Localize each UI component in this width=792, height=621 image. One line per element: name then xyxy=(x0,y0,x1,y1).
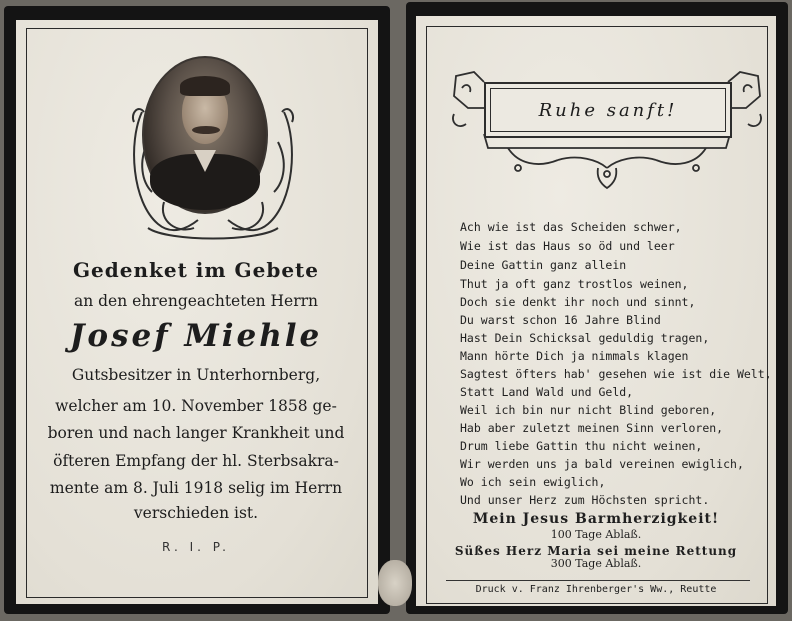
rip-text: R. I. P. xyxy=(162,540,230,554)
poem-line: Mann hörte Dich ja nimmals klagen xyxy=(460,349,689,363)
prayer-maria: Süßes Herz Maria sei meine Rettung xyxy=(454,544,738,558)
poem-line: Wir werden uns ja bald vereinen ewiglich, xyxy=(460,457,744,471)
body-line: boren und nach langer Krankheit und xyxy=(47,424,345,442)
poem-line: Deine Gattin ganz allein xyxy=(460,258,627,272)
prayer-jesus: Mein Jesus Barmherzigkeit! xyxy=(472,511,720,527)
poem-line: Sagtest öfters hab' gesehen wie ist die Welt, xyxy=(460,367,772,381)
banner-text: Ruhe sanft! xyxy=(538,100,678,121)
poem-line: Drum liebe Gattin thu nicht weinen, xyxy=(460,439,703,453)
poem-line: Wie ist das Haus so öd und leer xyxy=(460,239,675,253)
heading: Gedenket im Gebete xyxy=(72,258,320,282)
poem-line: Du warst schon 16 Jahre Blind xyxy=(460,313,661,327)
body-line: mente am 8. Juli 1918 selig im Herrn xyxy=(49,479,343,497)
poem-line: Hab aber zuletzt meinen Sinn verloren, xyxy=(460,421,724,435)
body-line: öfteren Empfang der hl. Sterbsakra- xyxy=(53,452,339,470)
poem-line: Thut ja oft ganz trostlos weinen, xyxy=(460,277,689,291)
printer-credit: Druck v. Franz Ihrenberger's Ww., Reutte xyxy=(475,584,717,595)
body-line: verschieden ist. xyxy=(133,504,259,522)
body-line: Gutsbesitzer in Unterhornberg, xyxy=(71,366,321,384)
subheading: an den ehrengeachteten Herrn xyxy=(73,292,319,310)
paper-damage xyxy=(378,560,412,606)
portrait-frame xyxy=(128,52,298,242)
indulgence-100: 100 Tage Ablaß. xyxy=(550,528,642,541)
poem-line: Ach wie ist das Scheiden schwer, xyxy=(460,220,682,234)
portrait-photo xyxy=(142,56,268,214)
deceased-name: Josef Miehle xyxy=(69,318,323,354)
banner-box xyxy=(484,82,732,138)
portrait-mustache xyxy=(192,126,220,134)
body-line: welcher am 10. November 1858 ge- xyxy=(55,397,337,415)
banner-ornament xyxy=(448,68,766,194)
printer-divider xyxy=(446,580,750,581)
poem-line: Statt Land Wald und Geld, xyxy=(460,385,634,399)
poem-line: Wo ich sein ewiglich, xyxy=(460,475,606,489)
poem-line: Doch sie denkt ihr noch und sinnt, xyxy=(460,295,696,309)
indulgence-300: 300 Tage Ablaß. xyxy=(550,557,642,570)
poem-line: Weil ich bin nur nicht Blind geboren, xyxy=(460,403,717,417)
poem-line: Hast Dein Schicksal geduldig tragen, xyxy=(460,331,710,345)
portrait-hair xyxy=(180,76,230,96)
poem-line: Und unser Herz zum Höchsten spricht. xyxy=(460,493,710,507)
